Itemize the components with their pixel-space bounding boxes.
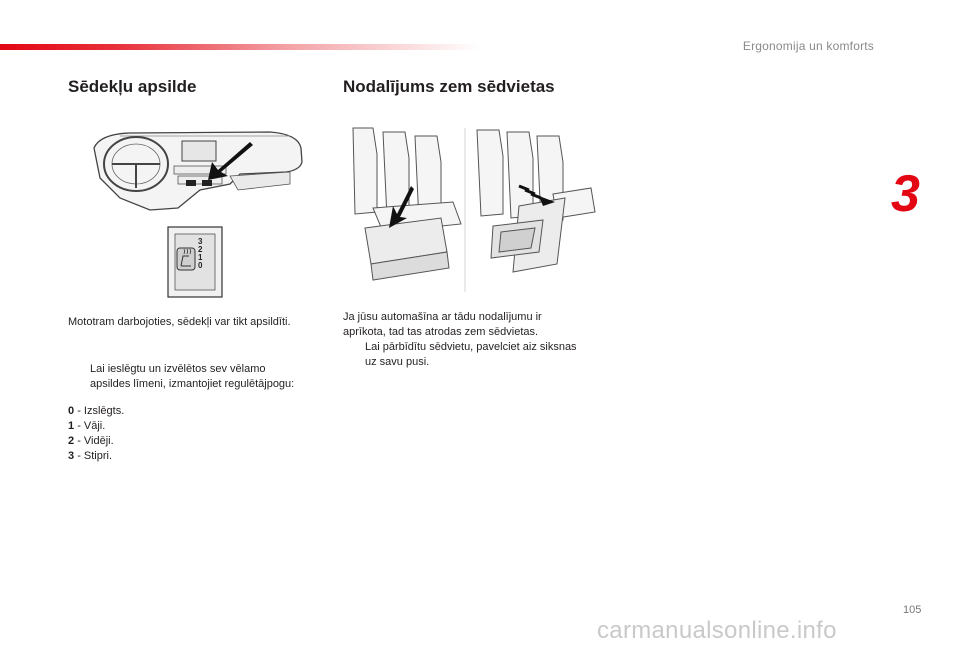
level-item: 2 - Vidēji. [68,435,114,447]
level-item: 3 - Stipri. [68,450,113,462]
instruction-line-2: uz savu pusi. [365,356,430,368]
bullet-icon [68,362,90,377]
switch-label-3: 3 [198,237,203,246]
switch-label-1: 1 [198,253,203,262]
instruction-line-2: apsildes līmeni, izmantojiet regulētājpogu: [90,378,295,390]
instruction-line-1: Lai pārbīdītu sēdvietu, pavelciet aiz siksnas [365,341,577,353]
header-red-bar [0,44,480,50]
switch-label-0: 0 [198,261,203,270]
para-line-2: aprīkota, tad tas atrodas zem sēdvietas. [343,326,539,338]
chapter-number: 3 [891,165,920,223]
heading-under-seat-storage: Nodalījums zem sēdvietas [343,77,555,96]
bullet-icon [343,340,365,355]
heated-seat-switch-illustration [167,226,223,298]
watermark: carmanualsonline.info [597,617,837,644]
level-item: 0 - Izslēgts. [68,405,125,417]
heading-seat-heating: Sēdekļu apsilde [68,77,197,96]
level-item: 1 - Vāji. [68,420,106,432]
dashboard-illustration [90,128,305,218]
instruction-line-1: Lai ieslēgtu un izvēlētos sev vēlamo [90,363,266,375]
under-seat-storage-text [343,310,613,370]
seat-heating-instruction [68,362,328,392]
under-seat-storage-illustration [343,124,603,296]
seat-heating-intro: Mototram darbojoties, sēdekļi var tikt apsildīti. [68,316,291,328]
heating-levels-list [68,404,124,464]
page-number: 105 [903,604,922,616]
para-line-1: Ja jūsu automašīna ar tādu nodalījumu ir [343,311,542,323]
switch-label-2: 2 [198,245,203,254]
section-title: Ergonomija un komforts [742,39,874,53]
